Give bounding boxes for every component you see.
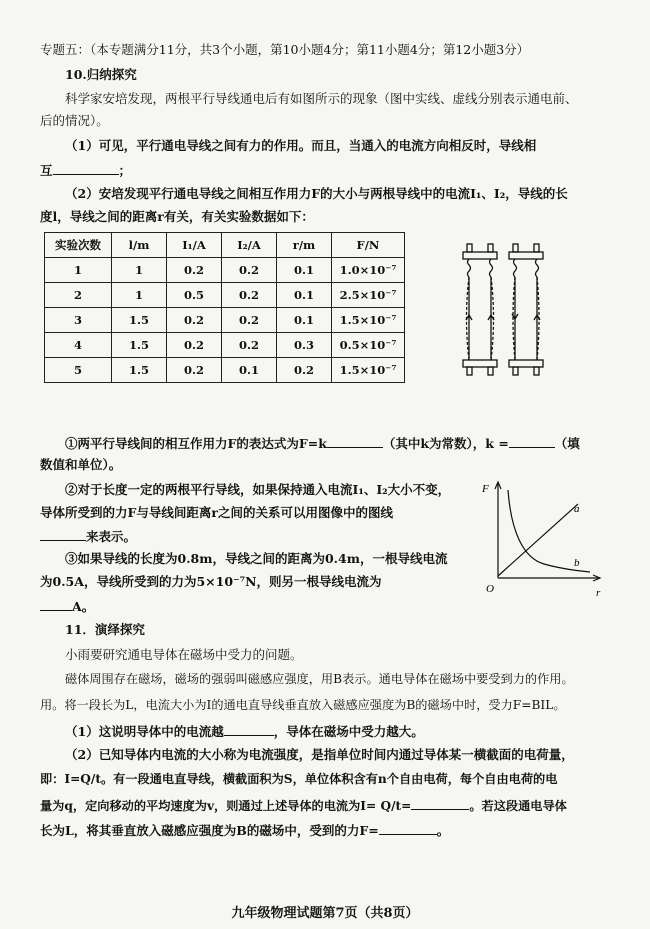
table-cell: 1 bbox=[45, 258, 112, 283]
table-row bbox=[45, 333, 405, 358]
table-cell: 3 bbox=[45, 308, 112, 333]
answer-blank-2[interactable] bbox=[327, 434, 383, 448]
q10-part2-line2: 度l，导线之间的距离r有关，有关实验数据如下： bbox=[40, 209, 314, 224]
table-row bbox=[45, 358, 405, 383]
table-cell: 1.5×10⁻⁷ bbox=[332, 308, 405, 333]
q10-intro-line2: 后的情况）。 bbox=[40, 113, 109, 128]
sub1-suffix: （填 bbox=[554, 436, 580, 451]
table-cell: 0.1 bbox=[222, 358, 277, 383]
table-cell: 0.2 bbox=[277, 358, 332, 383]
table-cell: 1.5×10⁻⁷ bbox=[332, 358, 405, 383]
table-cell: 0.2 bbox=[222, 333, 277, 358]
table-cell: 0.2 bbox=[167, 358, 222, 383]
table-cell: 0.2 bbox=[222, 308, 277, 333]
table-cell: 0.1 bbox=[277, 283, 332, 308]
q11-line8 bbox=[40, 821, 449, 839]
q11-line5: （2）已知导体内电流的大小称为电流强度，是指单位时间内通过导体某一横截面的电荷量， bbox=[65, 747, 574, 762]
header-length: l/m bbox=[112, 233, 167, 258]
q11-title: 11．演绎探究 bbox=[65, 622, 145, 637]
table-cell: 2.5×10⁻⁷ bbox=[332, 283, 405, 308]
answer-blank-8[interactable] bbox=[379, 821, 437, 835]
q10-part1-line2 bbox=[40, 161, 131, 179]
table-row bbox=[45, 258, 405, 283]
q10-intro-line1: 科学家安培发现，两根平行导线通电后有如图所示的现象（图中实线、虚线分别表示通电前、 bbox=[65, 91, 578, 106]
q11-line8-text: 长为L，将其垂直放入磁感应强度为B的磁场中，受到的力F= bbox=[40, 823, 379, 838]
q10-sub2-line1: ②对于长度一定的两根平行导线，如果保持通入电流I₁、I₂大小不变， bbox=[65, 482, 451, 497]
sub1-middle: （其中k为常数），k = bbox=[382, 436, 509, 451]
parallel-wires-figure bbox=[455, 242, 555, 384]
q10-part1-line1: （1）可见，平行通电导线之间有力的作用。而且，当通入的电流方向相反时，导线相 bbox=[65, 138, 537, 153]
q11-part1 bbox=[65, 722, 424, 740]
table-cell: 1.5 bbox=[112, 358, 167, 383]
q10-sub3-line1: ③如果导线的长度为0.8m，导线之间的距离为0.4m，一根导线电流 bbox=[65, 551, 448, 566]
table-cell: 0.2 bbox=[167, 333, 222, 358]
table-cell: 0.3 bbox=[277, 333, 332, 358]
q11-line1: 小雨要研究通电导体在磁场中受力的问题。 bbox=[65, 647, 303, 662]
graph-x-label: r bbox=[596, 587, 601, 598]
page-footer: 九年级物理试题第7页（共8页） bbox=[231, 906, 419, 921]
answer-blank-7[interactable] bbox=[411, 796, 469, 810]
table-row bbox=[45, 308, 405, 333]
table-cell: 5 bbox=[45, 358, 112, 383]
q11-line7-text: 量为q，定向移动的平均速度为v，则通过上述导体的电流为I= Q/t= bbox=[40, 799, 412, 813]
table-cell: 1 bbox=[112, 283, 167, 308]
table-cell: 2 bbox=[45, 283, 112, 308]
sub2-suffix: 来表示。 bbox=[86, 529, 137, 544]
experiment-table bbox=[44, 232, 405, 383]
table-cell: 0.1 bbox=[277, 308, 332, 333]
table-cell: 1.5 bbox=[112, 333, 167, 358]
graph-y-label: F bbox=[482, 483, 489, 495]
q11-part1-prefix: （1）这说明导体中的电流越 bbox=[65, 724, 224, 739]
table-cell: 0.2 bbox=[222, 283, 277, 308]
table-cell: 1.5 bbox=[112, 308, 167, 333]
answer-blank-1[interactable] bbox=[53, 161, 119, 175]
header-distance: r/m bbox=[277, 233, 332, 258]
topic-header: 专题五：（本专题满分11分，共3个小题，第10小题4分；第11小题4分；第12小题3分） bbox=[40, 42, 530, 57]
q10-sub3-line3 bbox=[40, 597, 94, 615]
header-force: F/N bbox=[332, 233, 405, 258]
table-cell: 0.5 bbox=[167, 283, 222, 308]
q10-sub2-line3 bbox=[40, 527, 136, 545]
part1-prefix: 互 bbox=[40, 163, 53, 178]
table-cell: 0.2 bbox=[222, 258, 277, 283]
table-row bbox=[45, 283, 405, 308]
header-i2: I₂/A bbox=[222, 233, 277, 258]
sub1-prefix: ①两平行导线间的相互作用力F的表达式为F=k bbox=[65, 436, 327, 451]
answer-blank-3[interactable] bbox=[509, 434, 555, 448]
part1-suffix: ； bbox=[118, 163, 132, 178]
q11-line7-tail: 。若这段通电导体 bbox=[469, 799, 567, 813]
header-trial: 实验次数 bbox=[45, 233, 112, 258]
q11-line3: 用。将一段长为L，电流大小为I的通电直导线垂直放入磁感应强度为B的磁场中时，受力F=BIL。 bbox=[40, 698, 566, 712]
q10-sub1-line1 bbox=[65, 434, 580, 452]
graph-origin-label: O bbox=[486, 583, 494, 595]
force-distance-graph bbox=[478, 476, 608, 598]
sub3-suffix: A。 bbox=[72, 599, 95, 614]
q11-part1-suffix: ，导体在磁场中受力越大。 bbox=[273, 724, 424, 739]
q11-line6: 即：I=Q/t。有一段通电直导线，横截面积为S，单位体积含有n个自由电荷，每个自由电荷的电 bbox=[40, 772, 558, 786]
graph-line-b-label: b bbox=[574, 557, 580, 569]
table-cell: 4 bbox=[45, 333, 112, 358]
table-cell: 1 bbox=[112, 258, 167, 283]
q10-sub1-line2: 数值和单位）。 bbox=[40, 457, 122, 472]
q11-line8-suffix: 。 bbox=[436, 823, 450, 838]
header-i1: I₁/A bbox=[167, 233, 222, 258]
q11-line2: 磁体周围存在磁场，磁场的强弱叫磁感应强度，用B表示。通电导体在磁场中要受到力的作用。 bbox=[65, 672, 574, 686]
graph-line-a-label: a bbox=[574, 503, 580, 515]
table-cell: 0.2 bbox=[167, 258, 222, 283]
q10-sub3-line2: 为0.5A，导线所受到的力为5×10⁻⁷N，则另一根导线电流为 bbox=[40, 574, 382, 589]
answer-blank-4[interactable] bbox=[40, 527, 86, 541]
table-cell: 1.0×10⁻⁷ bbox=[332, 258, 405, 283]
q10-part2-line1: （2）安培发现平行通电导线之间相互作用力F的大小与两根导线中的电流I₁、I₂，导线的长 bbox=[65, 186, 568, 201]
table-cell: 0.5×10⁻⁷ bbox=[332, 333, 405, 358]
answer-blank-6[interactable] bbox=[224, 722, 274, 736]
q10-title: 10.归纳探究 bbox=[65, 67, 137, 82]
answer-blank-5[interactable] bbox=[40, 597, 72, 611]
table-header-row bbox=[45, 233, 405, 258]
q11-line7 bbox=[40, 796, 567, 814]
table-cell: 0.1 bbox=[277, 258, 332, 283]
q10-sub2-line2: 导体所受到的力F与导线间距离r之间的关系可以用图像中的图线 bbox=[40, 505, 393, 520]
table-cell: 0.2 bbox=[167, 308, 222, 333]
